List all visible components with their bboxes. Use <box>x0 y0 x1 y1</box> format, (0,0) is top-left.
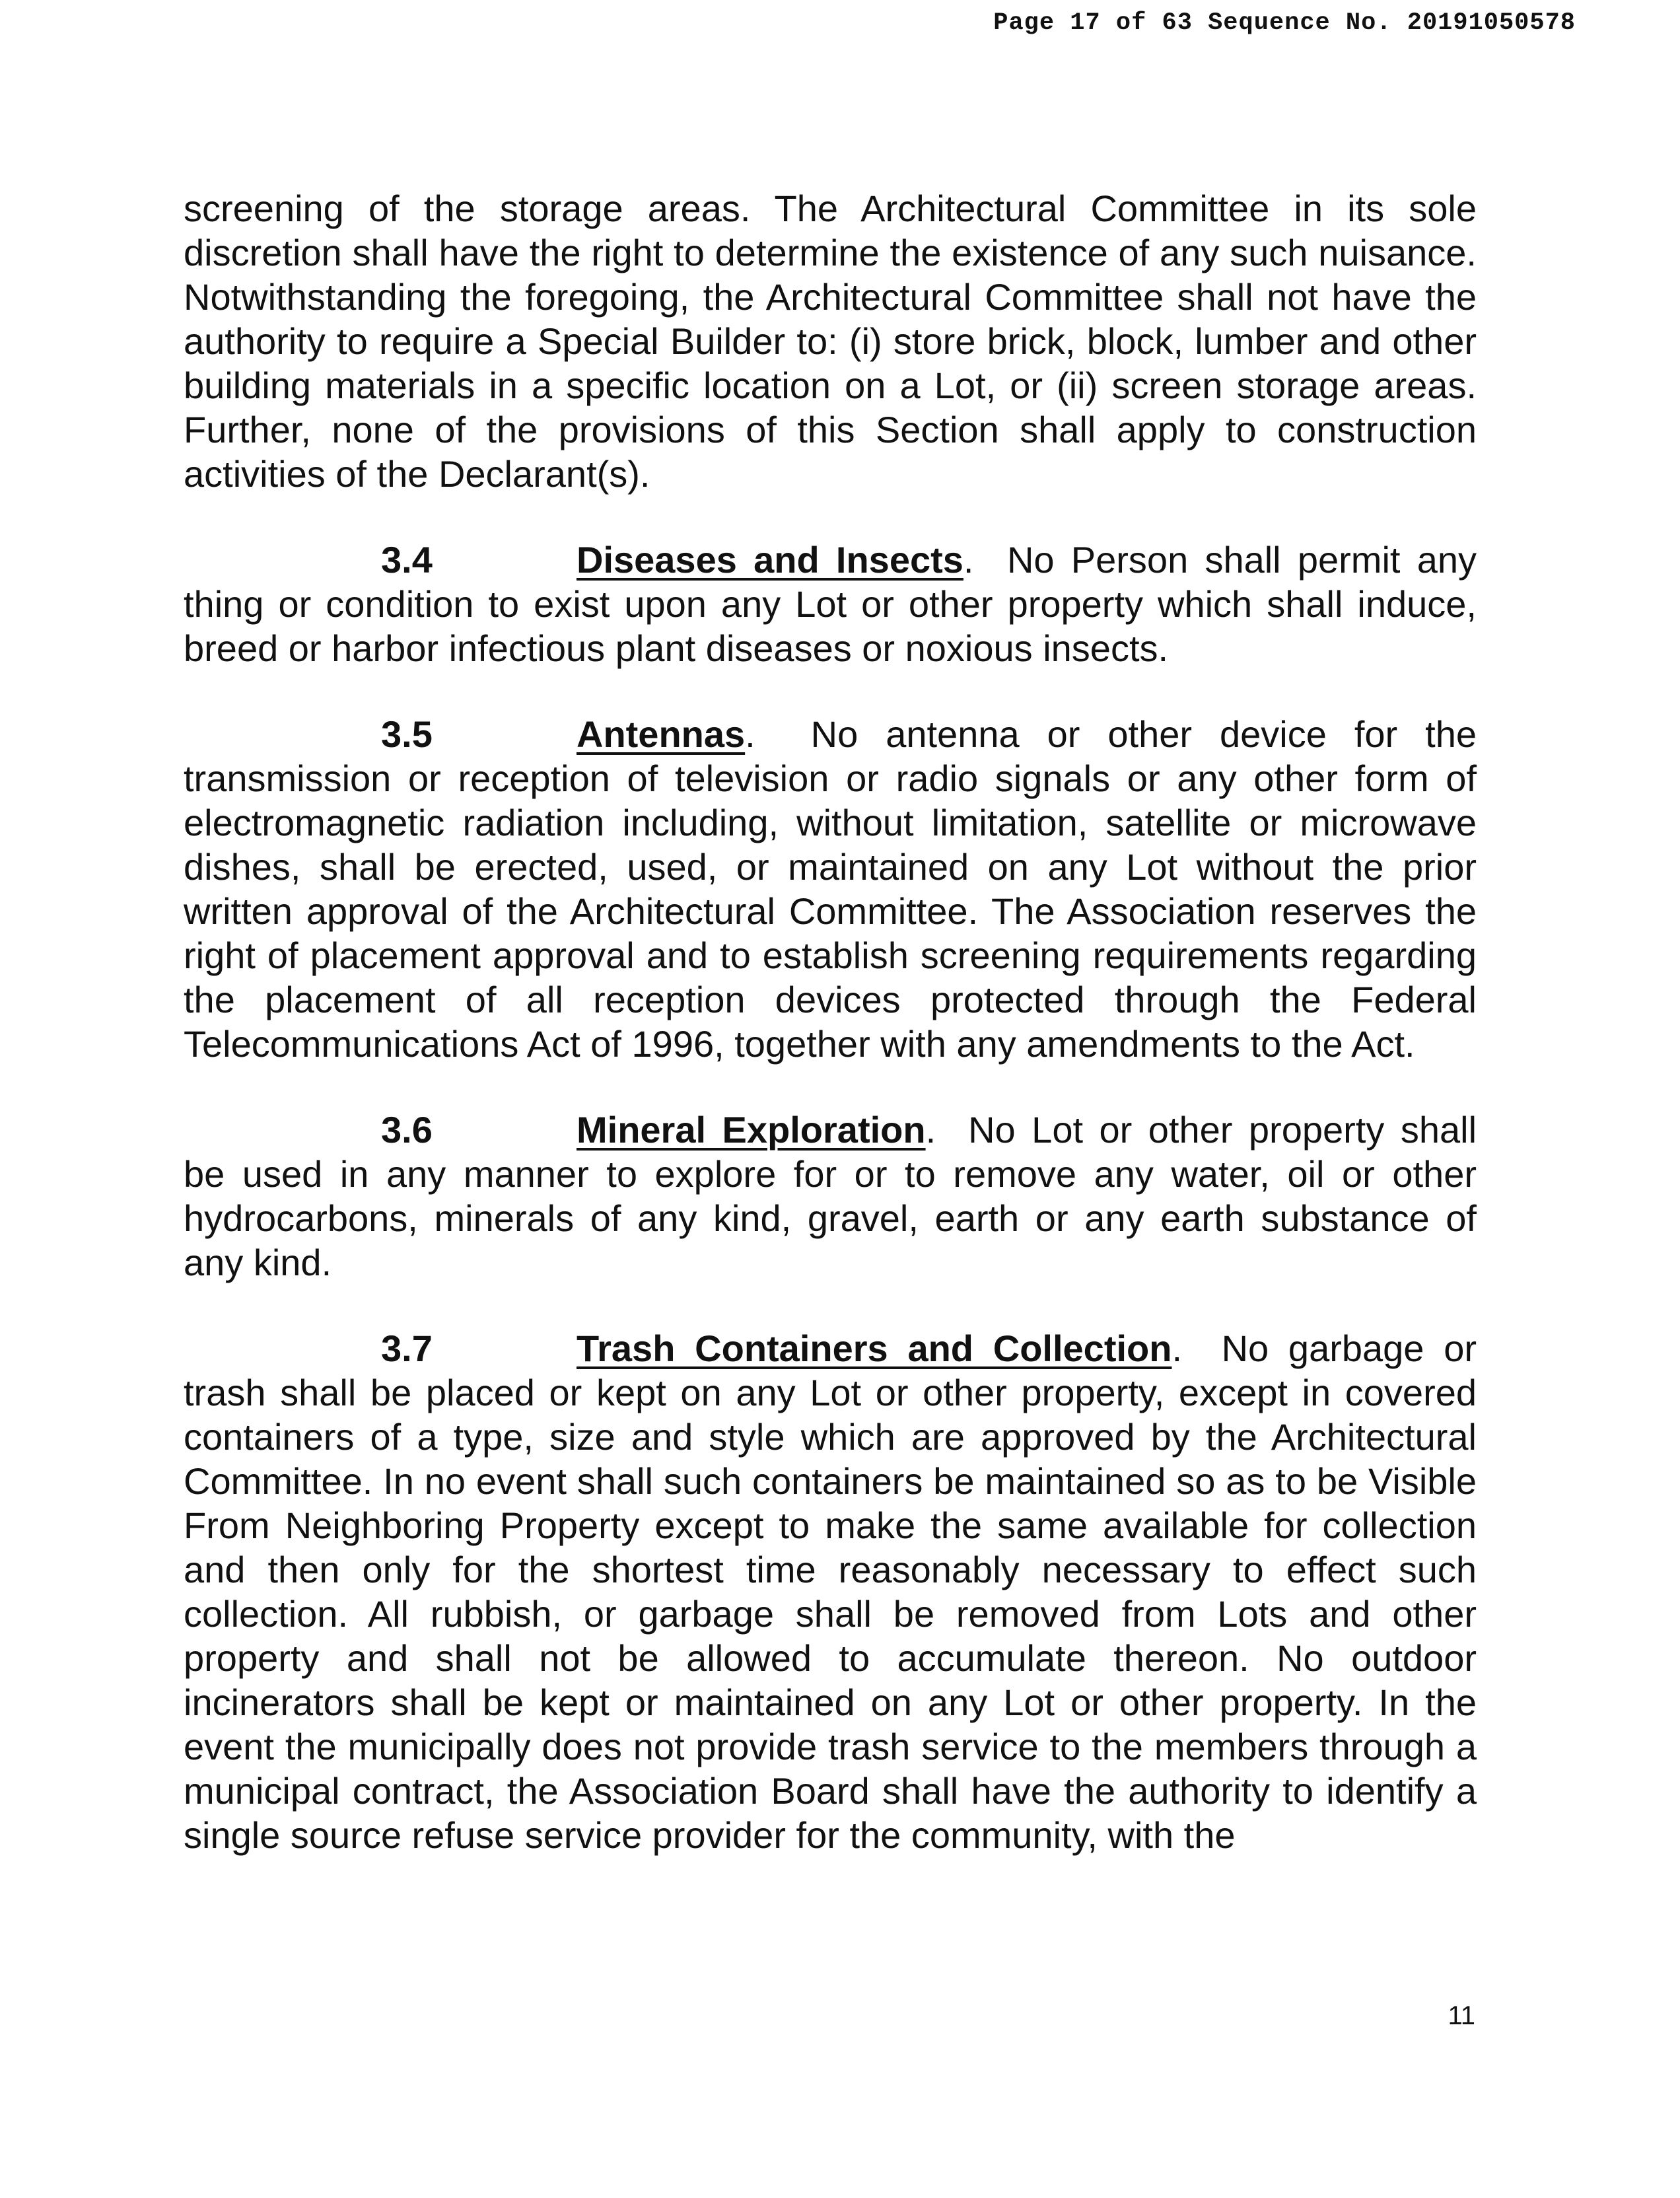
section-title: Trash Containers and Collection <box>577 1328 1172 1369</box>
section-number: 3.5 <box>381 713 433 755</box>
section-3-7: 3.7 Trash Containers and Collection. No garbage or trash shall be placed or kept on any Lot or other property, except in covered containers of a type, size and style which are approved by the Architectural Committee. In no event shall such containers be maintained so as to be Visible From Neighboring Property except to make the same available for collection and then only for the shortest time reasonably necessary to effect such collection. All rubbish, or garbage shall be removed from Lots and other property and shall not be allowed to accumulate thereon. No outdoor incinerators shall be kept or maintained on any Lot or other property. In the event the municipally does not provide trash service to the members through a municipal contract, the Association Board shall have the authority to identify a single source refuse service provider for the community, with the <box>184 1328 1477 1856</box>
section-number: 3.7 <box>381 1328 433 1369</box>
section-title: Antennas <box>577 713 746 755</box>
section-3-6: 3.6 Mineral Exploration. No Lot or other property shall be used in any manner to explore for or to remove any water, oil or other hydrocarbons, minerals of any kind, gravel, earth or any earth substance of any kind. <box>184 1109 1477 1283</box>
section-number: 3.6 <box>381 1109 433 1151</box>
section-3-4: 3.4 Diseases and Insects. No Person shall permit any thing or condition to exist upon any Lot or other property which shall induce, breed or harbor infectious plant diseases or noxious insects. <box>184 539 1477 669</box>
section-body: No Lot or other property shall be used in any manner to explore for or to remove any water, oil or other hydrocarbons, minerals of any kind, gravel, earth or any earth substance of any kind. <box>184 1109 1477 1283</box>
document-body <box>184 186 1477 1857</box>
section-body: No Person shall permit any thing or condition to exist upon any Lot or other property which shall induce, breed or harbor infectious plant diseases or noxious insects. <box>184 539 1477 669</box>
section-title: Mineral Exploration <box>577 1109 926 1151</box>
page-header-sequence: Page 17 of 63 Sequence No. 20191050578 <box>993 9 1576 37</box>
section-body: No garbage or trash shall be placed or kept on any Lot or other property, except in covered containers of a type, size and style which are approved by the Architectural Committee. In no event shall such containers be maintained so as to be Visible From Neighboring Property except to make the same available for collection and then only for the shortest time reasonably necessary to effect such collection. All rubbish, or garbage shall be removed from Lots and other property and shall not be allowed to accumulate thereon. No outdoor incinerators shall be kept or maintained on any Lot or other property. In the event the municipally does not provide trash service to the members through a municipal contract, the Association Board shall have the authority to identify a single source refuse service provider for the community, with the <box>184 1328 1477 1856</box>
page-number: 11 <box>1448 2001 1475 2030</box>
section-3-5: 3.5 Antennas. No antenna or other device for the transmission or reception of television or radio signals or any other form of electromagnetic radiation including, without limitation, satellite or microwave dishes, shall be erected, used, or maintained on any Lot without the prior written approval of the Architectural Committee. The Association reserves the right of placement approval and to establish screening requirements regarding the placement of all reception devices protected through the Federal Telecommunications Act of 1996, together with any amendments to the Act. <box>184 713 1477 1065</box>
continuation-paragraph: screening of the storage areas. The Architectural Committee in its sole discretion shall have the right to determine the existence of any such nuisance. Notwithstanding the foregoing, the Architectural Committee shall not have the authority to require a Special Builder to: (i) store brick, block, lumber and other building materials in a specific location on a Lot, or (ii) screen storage areas. Further, none of the provisions of this Section shall apply to construction activities of the Declarant(s). <box>184 188 1477 495</box>
section-number: 3.4 <box>381 539 433 581</box>
section-title: Diseases and Insects <box>577 539 963 581</box>
section-body: No antenna or other device for the transmission or reception of television or radio signals or any other form of electromagnetic radiation including, without limitation, satellite or microwave dishes, shall be erected, used, or maintained on any Lot without the prior written approval of the Architectural Committee. The Association reserves the right of placement approval and to establish screening requirements regarding the placement of all reception devices protected through the Federal Telecommunications Act of 1996, together with any amendments to the Act. <box>184 713 1477 1065</box>
